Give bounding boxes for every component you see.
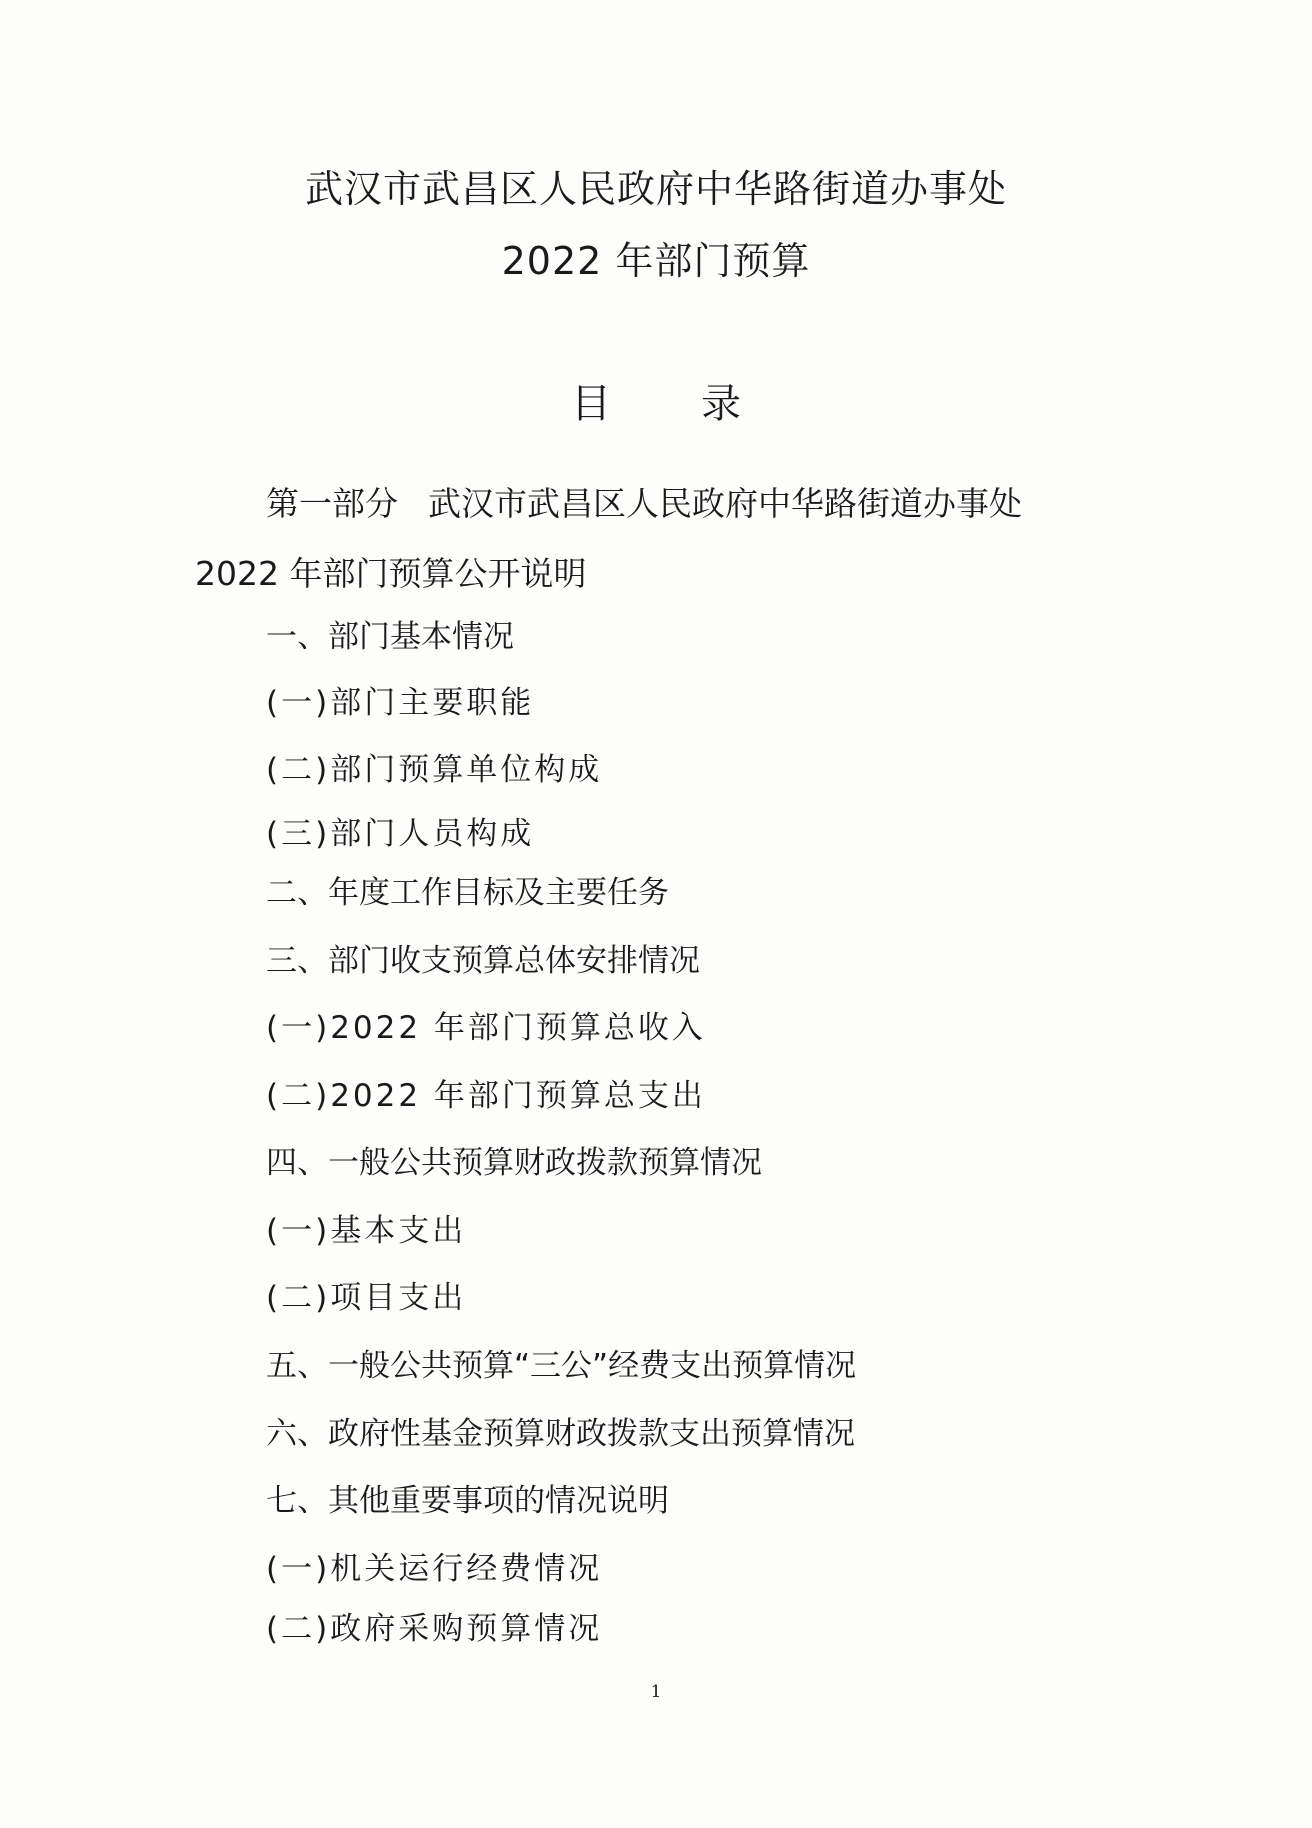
toc-item: (二)部门预算单位构成 xyxy=(266,752,603,788)
toc-item: (一)2022 年部门预算总收入 xyxy=(266,1010,706,1046)
toc-item: 七、其他重要事项的情况说明 xyxy=(266,1483,669,1519)
toc-item: (一)部门主要职能 xyxy=(266,685,535,721)
part-title: 武汉市武昌区人民政府中华路街道办事处 xyxy=(428,484,1022,523)
toc-item: 一、部门基本情况 xyxy=(266,619,514,655)
toc-item: (二)项目支出 xyxy=(266,1280,467,1316)
toc-item: (一)基本支出 xyxy=(266,1213,467,1249)
toc-item: (一)机关运行经费情况 xyxy=(266,1551,603,1587)
page-number: 1 xyxy=(650,1682,662,1702)
document-title: 武汉市武昌区人民政府中华路街道办事处 xyxy=(304,167,1007,211)
toc-item: (二)政府采购预算情况 xyxy=(266,1611,603,1647)
toc-item: 四、一般公共预算财政拨款预算情况 xyxy=(266,1145,762,1181)
toc-item: (三)部门人员构成 xyxy=(266,816,535,852)
part-title-continued: 2022 年部门预算公开说明 xyxy=(195,554,587,593)
document-subtitle: 2022 年部门预算 xyxy=(501,239,811,283)
part-heading xyxy=(266,478,1022,525)
part-label: 第一部分 xyxy=(266,484,398,523)
toc-item: 六、政府性基金预算财政拨款支出预算情况 xyxy=(266,1416,855,1452)
toc-item: 五、一般公共预算“三公”经费支出预算情况 xyxy=(266,1348,857,1384)
toc-item: 三、部门收支预算总体安排情况 xyxy=(266,943,700,979)
toc-item: 二、年度工作目标及主要任务 xyxy=(266,875,669,911)
toc-item: (二)2022 年部门预算总支出 xyxy=(266,1078,706,1114)
toc-heading: 目录 xyxy=(571,381,831,427)
